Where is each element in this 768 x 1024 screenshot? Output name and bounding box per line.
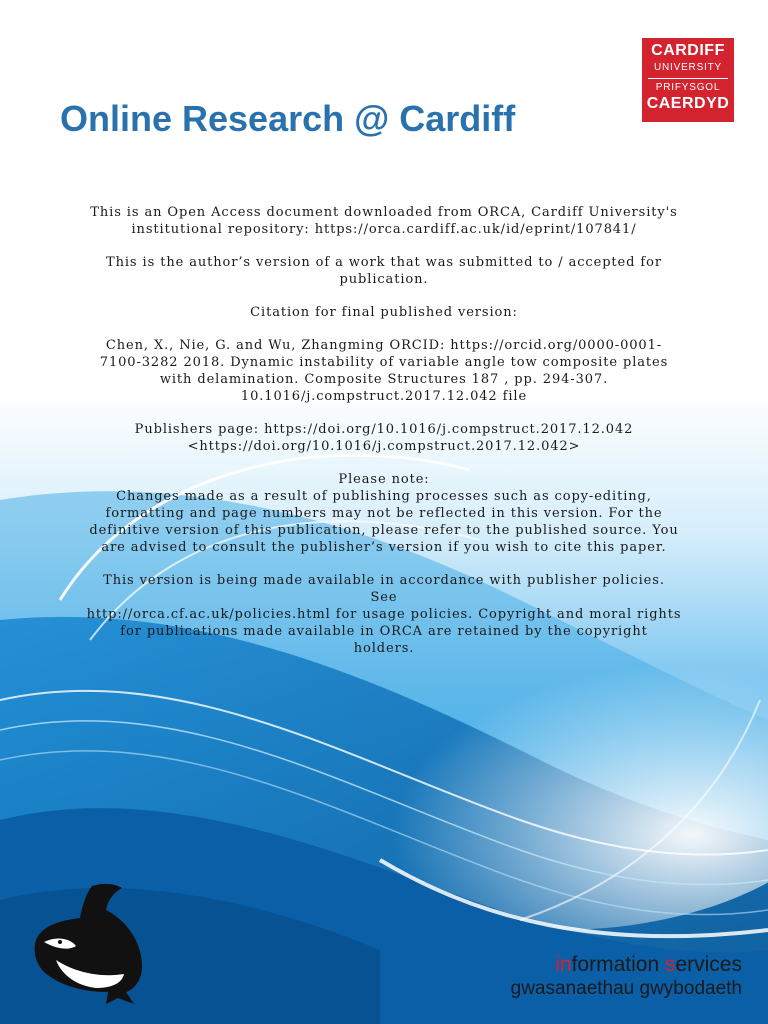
policy-paragraph — [64, 572, 704, 657]
logo-line-3: PRIFYSGOL — [655, 82, 721, 93]
text-line: for publications made available in ORCA are retained by the copyright — [120, 624, 648, 639]
publishers-page-paragraph — [64, 421, 704, 455]
text-line: formatting and page numbers may not be reflected in this version. For the — [105, 506, 663, 521]
logo-line-4: CAERDYD — [646, 95, 730, 112]
brand-text: formation — [571, 953, 665, 976]
notice-paragraph-3 — [64, 304, 704, 321]
brand-english — [511, 953, 742, 977]
repository-link[interactable]: institutional repository: https://orca.cardiff.ac.uk/id/eprint/107841/ — [131, 222, 637, 237]
text-line: holders. — [353, 641, 415, 656]
text-line: See — [370, 590, 398, 605]
text-line: publication. — [339, 272, 429, 287]
logo-line-2: UNIVERSITY — [653, 62, 722, 73]
text-line: with delamination. Composite Structures 187 , pp. 294-307. — [159, 372, 609, 387]
publisher-link[interactable]: <https://doi.org/10.1016/j.compstruct.2017.12.042> — [187, 439, 581, 454]
please-note-paragraph — [64, 471, 704, 556]
logo-divider — [648, 78, 728, 79]
text-line: 7100-3282 2018. Dynamic instability of variable angle tow composite plates — [99, 355, 669, 370]
text-line: Chen, X., Nie, G. and Wu, Zhangming ORCID: https://orcid.org/0000-0001- — [105, 338, 663, 353]
orca-whale-icon — [30, 880, 150, 1005]
citation-paragraph — [64, 337, 704, 405]
page-title: Online Research @ Cardiff — [60, 98, 516, 139]
text-line: Please note: — [338, 472, 430, 487]
brand-text: ervices — [675, 953, 742, 976]
text-line: are advised to consult the publisher’s version if you wish to cite this paper. — [101, 540, 667, 555]
text-line: This is the author’s version of a work that was submitted to / accepted for — [106, 255, 662, 270]
text-line: This is an Open Access document downloaded from ORCA, Cardiff University's — [90, 205, 678, 220]
text-line: Changes made as a result of publishing processes such as copy-editing, — [116, 489, 652, 504]
cardiff-university-logo — [642, 38, 734, 122]
notice-paragraph-2 — [64, 254, 704, 288]
notice-paragraph-1 — [64, 204, 704, 238]
notice-body — [64, 204, 704, 673]
text-line: Citation for final published version: — [250, 305, 518, 320]
publisher-link[interactable]: Publishers page: https://doi.org/10.1016/j.compstruct.2017.12.042 — [134, 422, 634, 437]
brand-highlight-in: in — [555, 953, 572, 976]
text-line: This version is being made available in accordance with publisher policies. — [103, 573, 665, 588]
policies-link[interactable]: http://orca.cf.ac.uk/policies.html for usage policies. Copyright and moral rights — [86, 607, 682, 622]
information-services-brand — [511, 953, 742, 1001]
brand-welsh: gwasanaethau gwybodaeth — [510, 978, 742, 999]
text-line: 10.1016/j.compstruct.2017.12.042 file — [240, 389, 528, 404]
brand-highlight-s: s — [664, 953, 676, 976]
text-line: definitive version of this publication, please refer to the published source. You — [89, 523, 679, 538]
logo-line-1: CARDIFF — [651, 42, 725, 59]
